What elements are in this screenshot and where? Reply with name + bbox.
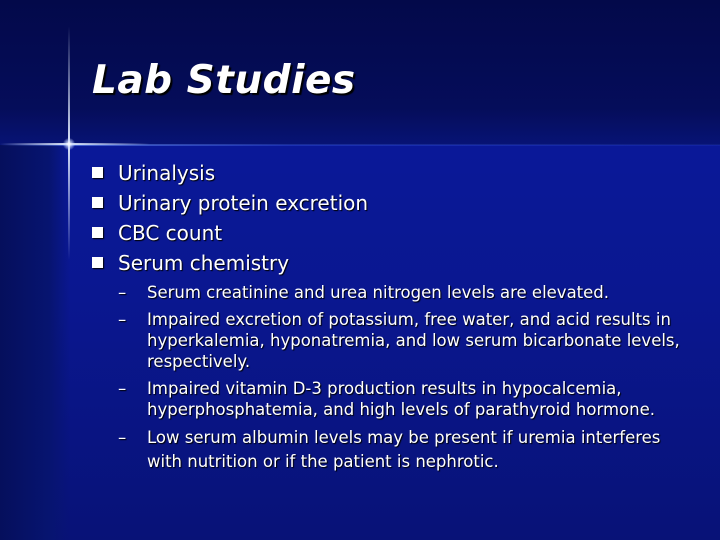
dash-bullet-icon: – — [118, 428, 127, 447]
star-flare-icon — [63, 138, 75, 150]
square-bullet-icon — [92, 227, 103, 238]
bullet-urinalysis — [92, 158, 692, 188]
slide-title: Lab Studies — [92, 58, 356, 103]
dash-bullet-icon: – — [118, 379, 127, 398]
sub-bullet-creatinine — [118, 282, 687, 303]
sub-bullet-text: Serum creatinine and urea nitrogen levels are elevated. — [147, 283, 610, 302]
star-flare-horizontal — [0, 143, 150, 145]
square-bullet-icon — [92, 167, 103, 178]
square-bullet-icon — [92, 197, 103, 208]
bullet-text: CBC count — [118, 221, 223, 245]
dash-bullet-icon: – — [118, 283, 127, 302]
serum-chemistry-subitems — [118, 282, 692, 474]
sub-bullet-albumin — [118, 426, 687, 474]
sub-bullet-text: Low serum albumin levels may be present if uremia interferes with nutrition or if the patient is nephrotic. — [147, 428, 661, 471]
bullet-serum-chemistry — [92, 248, 692, 278]
sub-bullet-text: Impaired excretion of potassium, free water, and acid results in hyperkalemia, hyponatremia, and low serum bicarbonate levels, respectively. — [147, 310, 680, 371]
sub-bullet-vitamin-d — [118, 378, 687, 420]
sub-bullet-excretion — [118, 309, 687, 372]
bullet-text: Urinary protein excretion — [118, 191, 369, 215]
bullet-text: Urinalysis — [118, 161, 216, 185]
star-flare-vertical — [68, 0, 70, 260]
square-bullet-icon — [92, 257, 103, 268]
bullet-urinary-protein — [92, 188, 692, 218]
bullet-cbc-count — [92, 218, 692, 248]
slide-body — [92, 158, 692, 480]
dash-bullet-icon: – — [118, 310, 127, 329]
sub-bullet-text: Impaired vitamin D-3 production results in hypocalcemia, hyperphosphatemia, and high levels of parathyroid hormone. — [147, 379, 655, 419]
bullet-text: Serum chemistry — [118, 251, 290, 275]
